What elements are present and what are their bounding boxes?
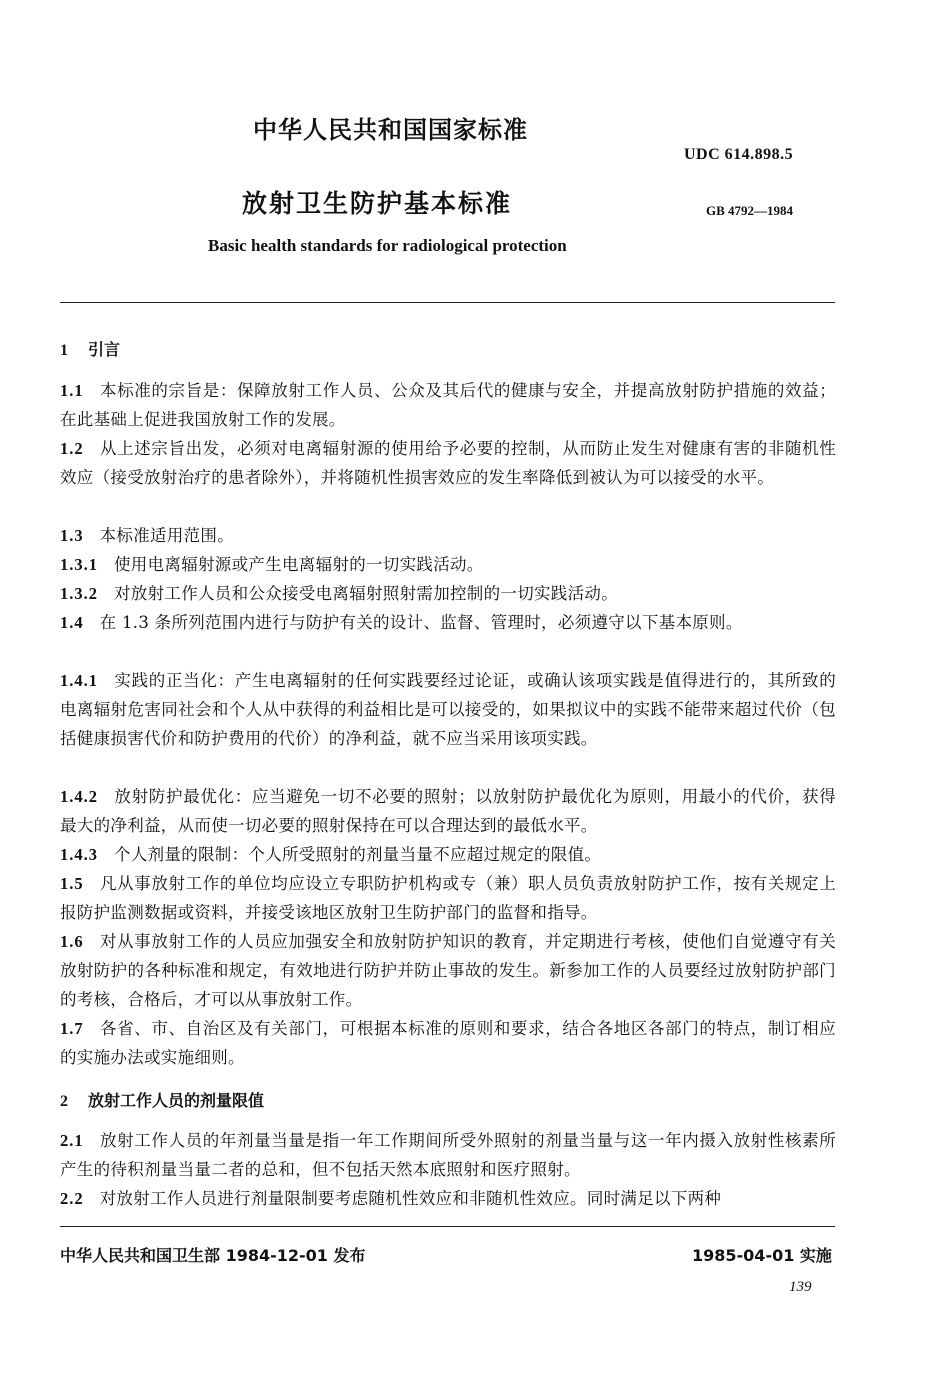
- clause-number: 1.3.2: [60, 584, 98, 603]
- clause-number: 1.4.3: [60, 845, 98, 864]
- section-title: 引言: [88, 340, 121, 359]
- section-heading-2: [60, 1088, 264, 1111]
- paragraph-1-4: [60, 608, 836, 637]
- paragraph-1-4-3: [60, 840, 836, 869]
- paragraph-1-1: [60, 376, 836, 434]
- section-title: 放射工作人员的剂量限值: [88, 1091, 265, 1110]
- clause-number: 1.4: [60, 613, 84, 632]
- clause-number: 1.1: [60, 381, 84, 400]
- clause-text: 本标准适用范围。: [99, 526, 235, 545]
- section-number: 1: [60, 342, 68, 359]
- paragraph-1-3-2: [60, 579, 836, 608]
- header-divider: [60, 302, 835, 303]
- clause-number: 1.3: [60, 526, 84, 545]
- clause-text: 个人剂量的限制：个人所受照射的剂量当量不应超过规定的限值。: [114, 845, 602, 864]
- paragraph-2-1: [60, 1126, 836, 1184]
- gb-code: GB 4792—1984: [706, 203, 794, 218]
- footer-divider: [60, 1226, 835, 1227]
- paragraph-2-2: [60, 1184, 836, 1213]
- english-title: Basic health standards for radiological protection: [208, 236, 567, 255]
- clause-number: 1.6: [60, 932, 84, 951]
- paragraph-1-6: [60, 927, 836, 1014]
- clause-number: 1.5: [60, 874, 84, 893]
- udc-code: UDC 614.898.5: [684, 146, 794, 163]
- page-number: 139: [789, 1279, 812, 1295]
- national-standard-heading: 中华人民共和国国家标准: [253, 116, 528, 144]
- section-number: 2: [60, 1093, 68, 1110]
- clause-number: 1.7: [60, 1019, 84, 1038]
- clause-text: 在 1.3 条所列范围内进行与防护有关的设计、监督、管理时，必须遵守以下基本原则。: [99, 613, 743, 632]
- paragraph-1-3: [60, 521, 836, 550]
- section-heading-1: [60, 337, 120, 360]
- clause-number: 1.3.1: [60, 555, 98, 574]
- clause-text: 从上述宗旨出发，必须对电离辐射源的使用给予必要的控制，从而防止发生对健康有害的非随机性效应（接受放射治疗的患者除外），并将随机性损害效应的发生率降低到被认为可以接受的水平。: [60, 439, 836, 487]
- clause-text: 使用电离辐射源或产生电离辐射的一切实践活动。: [114, 555, 484, 574]
- clause-text: 对放射工作人员和公众接受电离辐射照射需加控制的一切实践活动。: [114, 584, 618, 603]
- paragraph-1-5: [60, 869, 836, 927]
- paragraph-1-4-1: [60, 666, 836, 753]
- page-title: 放射卫生防护基本标准: [242, 189, 513, 218]
- paragraph-1-4-2: [60, 782, 836, 840]
- clause-number: 1.2: [60, 439, 84, 458]
- clause-text: 凡从事放射工作的单位均应设立专职防护机构或专（兼）职人员负责放射防护工作，按有关规定上报防护监测数据或资料，并接受该地区放射卫生防护部门的监督和指导。: [60, 874, 836, 922]
- clause-text: 本标准的宗旨是：保障放射工作人员、公众及其后代的健康与安全，并提高放射防护措施的效益；在此基础上促进我国放射工作的发展。: [60, 381, 836, 429]
- paragraph-1-7: [60, 1014, 836, 1072]
- clause-text: 对从事放射工作的人员应加强安全和放射防护知识的教育，并定期进行考核，使他们自觉遵守有关放射防护的各种标准和规定，有效地进行防护并防止事故的发生。新参加工作的人员要经过放射防护部门的考核，合格后，才可以从事放射工作。: [60, 932, 836, 1009]
- clause-number: 2.2: [60, 1189, 84, 1208]
- issued-notice: 中华人民共和国卫生部 1984-12-01 发布: [60, 1246, 366, 1265]
- effective-date: 1985-04-01 实施: [692, 1246, 832, 1265]
- clause-number: 1.4.2: [60, 787, 98, 806]
- clause-text: 对放射工作人员进行剂量限制要考虑随机性效应和非随机性效应。同时满足以下两种: [99, 1189, 722, 1208]
- clause-text: 各省、市、自治区及有关部门，可根据本标准的原则和要求，结合各地区各部门的特点，制订相应的实施办法或实施细则。: [60, 1019, 836, 1067]
- paragraph-1-3-1: [60, 550, 836, 579]
- clause-text: 实践的正当化：产生电离辐射的任何实践要经过论证，或确认该项实践是值得进行的，其所致的电离辐射危害同社会和个人从中获得的利益相比是可以接受的，如果拟议中的实践不能带来超过代价（包括健康损害代价和防护费用的代价）的净利益，就不应当采用该项实践。: [60, 671, 836, 748]
- clause-number: 1.4.1: [60, 671, 98, 690]
- paragraph-1-2: [60, 434, 836, 492]
- clause-number: 2.1: [60, 1131, 84, 1150]
- clause-text: 放射工作人员的年剂量当量是指一年工作期间所受外照射的剂量当量与这一年内摄入放射性核素所产生的待积剂量当量二者的总和，但不包括天然本底照射和医疗照射。: [60, 1131, 836, 1179]
- clause-text: 放射防护最优化：应当避免一切不必要的照射；以放射防护最优化为原则，用最小的代价，获得最大的净利益，从而使一切必要的照射保持在可以合理达到的最低水平。: [60, 787, 836, 835]
